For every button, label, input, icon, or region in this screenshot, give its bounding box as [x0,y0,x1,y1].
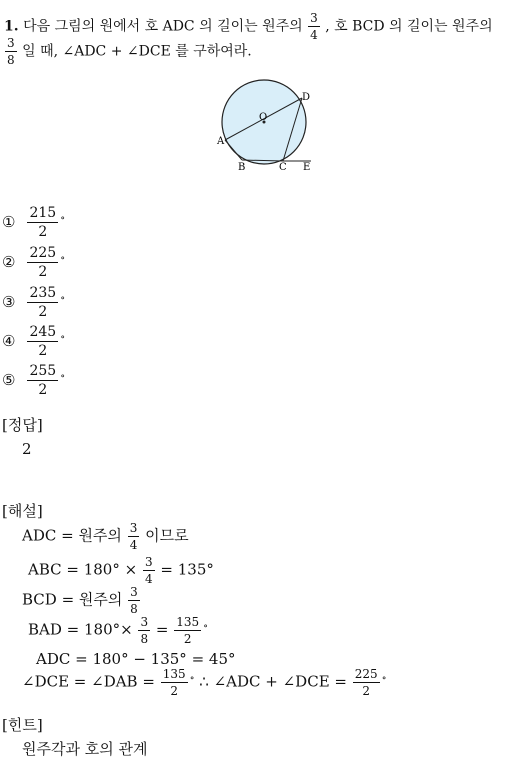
question-text-1: 다음 그림의 원에서 호 ADC 의 길이는 원주의 [23,18,303,35]
option-fraction: $\frac{245}{2}$ [29,324,57,359]
label-b: B [238,162,246,173]
option-fraction: $\frac{225}{2}$ [29,245,57,280]
explanation-line-6: ∠DCE = ∠DAB = $\frac{135}{2}$ ∘ ∴ ∠ADC + ∠DCE = $\frac{225}{2}$ ∘ [22,667,387,698]
option-3[interactable]: ③ $\frac{235}{2}$ ∘ [2,285,66,320]
option-marker: ③ [2,292,16,311]
option-2[interactable]: ② $\frac{225}{2}$ ∘ [2,245,66,280]
explanation-line-4: BAD = 180°× $\frac{3}{8}$ = $\frac{135}{2}$ ∘ [28,615,209,646]
option-1[interactable]: ① $\frac{215}{2}$ ∘ [2,205,66,240]
option-fraction: $\frac{235}{2}$ [29,285,57,320]
question-text-2: , 호 BCD 의 길이는 원주의 [325,18,493,35]
label-c: C [279,162,287,173]
explanation-fraction: $\frac{135}{2}$ [176,615,200,646]
explanation-line-2: ABC = 180° × $\frac{3}{4}$ = 135° [28,555,214,586]
explanation-fraction: $\frac{3}{4}$ [144,555,153,586]
label-a: A [217,136,225,147]
circle-figure [210,78,326,174]
explanation-fraction: $\frac{135}{2}$ [162,667,186,698]
answer-value: 2 [22,440,32,458]
question-text-3: 일 때, ∠ADC + ∠DCE 를 구하여라. [22,43,252,60]
explanation-line-3: BCD = 원주의 $\frac{3}{8}$ [22,585,138,616]
explanation-line-5: ADC = 180° − 135° = 45° [36,650,236,668]
fraction-3-4: $\frac{3}{4}$ [310,11,318,42]
fraction-3-8: $\frac{3}{8}$ [7,36,15,67]
label-d: D [302,92,311,103]
option-fraction: $\frac{215}{2}$ [29,205,57,240]
option-marker: ④ [2,331,16,350]
explanation-fraction: $\frac{3}{4}$ [129,521,138,552]
option-marker: ② [2,252,16,271]
label-e: E [303,162,311,173]
explanation-line-1: ADC = 원주의 $\frac{3}{4}$ 이므로 [22,521,189,552]
option-marker: ① [2,212,16,231]
option-marker: ⑤ [2,370,16,389]
label-o: O [259,112,268,123]
question-number: 1. [4,18,19,35]
explanation-fraction: $\frac{225}{2}$ [354,667,378,698]
question-line-2 [4,37,252,66]
explanation-heading: [해설] [2,502,43,520]
hint-text: 원주각과 호의 관계 [22,740,148,758]
option-4[interactable]: ④ $\frac{245}{2}$ ∘ [2,324,66,359]
option-5[interactable]: ⑤ $\frac{255}{2}$ ∘ [2,363,66,398]
answer-heading: [정답] [2,416,43,434]
explanation-fraction: $\frac{3}{8}$ [130,585,138,616]
hint-heading: [힌트] [2,716,43,734]
option-fraction: $\frac{255}{2}$ [29,363,57,398]
explanation-fraction: $\frac{3}{8}$ [140,615,149,646]
